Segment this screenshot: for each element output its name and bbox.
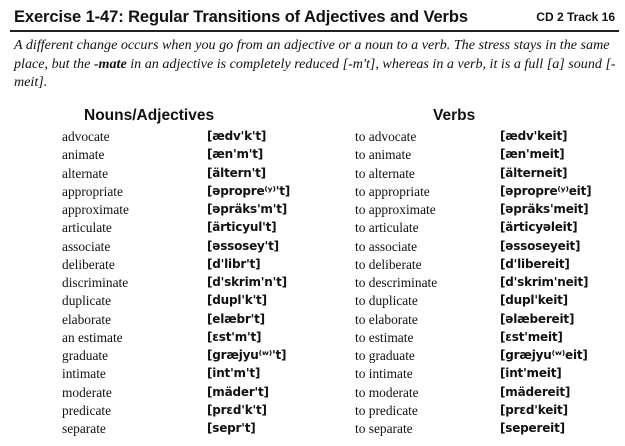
noun-pronunciation: [dupl'k't] (207, 293, 267, 308)
cd-track-label: CD 2 Track 16 (536, 10, 615, 24)
noun-word: articulate (62, 220, 112, 236)
verb-pronunciation: [əpräks'meit] (500, 202, 589, 216)
verb-pronunciation: [d'libereit] (500, 256, 570, 271)
intro-paragraph (14, 36, 618, 92)
verb-word: to approximate (355, 202, 436, 217)
verb-pronunciation: [int'meit] (500, 366, 562, 381)
noun-pronunciation: [əpropre⁽ʸ⁾'t] (207, 183, 291, 198)
intro-suffix: -mate (93, 55, 127, 72)
verb-pronunciation: [græjyu⁽ʷ⁾eit] (500, 348, 588, 362)
noun-word: associate (62, 238, 111, 254)
noun-word: intimate (62, 366, 106, 382)
noun-pronunciation: [æn'm't] (207, 147, 264, 162)
verb-word: to separate (355, 421, 413, 436)
header-divider (10, 30, 619, 32)
verb-pronunciation: [dupl'keit] (500, 293, 568, 308)
verb-pronunciation: [mädereit] (500, 384, 571, 399)
noun-word: advocate (62, 129, 110, 144)
noun-word: an estimate (62, 329, 123, 345)
verb-word: to descriminate (355, 275, 438, 290)
noun-word: animate (62, 147, 105, 163)
noun-word: appropriate (62, 183, 123, 199)
verb-pronunciation: [əpropre⁽ʸ⁾eit] (500, 183, 592, 198)
verb-pronunciation: [d'skrim'neit] (500, 275, 589, 289)
verb-pronunciation: [sepereit] (500, 421, 565, 435)
noun-pronunciation: [əpräks'm't] (207, 202, 288, 216)
verb-pronunciation: [ɛst'meit] (500, 329, 563, 344)
exercise-header (14, 6, 619, 28)
noun-pronunciation: [græjyu⁽ʷ⁾'t] (207, 348, 287, 362)
verb-word: to moderate (355, 384, 419, 400)
exercise-title: Exercise 1-47: Regular Transitions of Adjectives and Verbs (14, 8, 468, 26)
noun-word: graduate (62, 348, 109, 363)
noun-word: deliberate (62, 256, 115, 272)
verb-word: to advocate (355, 129, 417, 144)
noun-pronunciation: [sepr't] (207, 421, 256, 435)
verb-word: to alternate (355, 165, 415, 181)
verb-pronunciation: [æn'meit] (500, 147, 565, 162)
noun-word: approximate (62, 202, 129, 217)
intro-text-part2: in an adjective is completely reduced [-m't], whereas in a verb, it is a full [a] sound [-meit]. (14, 55, 616, 90)
verb-word: to duplicate (355, 293, 418, 309)
verb-pronunciation: [əlæbereit] (500, 311, 575, 326)
verb-word: to animate (355, 147, 412, 163)
noun-pronunciation: [ædv'k't] (207, 129, 267, 143)
noun-word: alternate (62, 165, 109, 181)
noun-pronunciation: [ɛst'm't] (207, 329, 262, 344)
noun-pronunciation: [elæbr't] (207, 311, 265, 326)
noun-pronunciation: [d'libr't] (207, 256, 261, 271)
noun-pronunciation: [d'skrim'n't] (207, 275, 287, 289)
verb-word: to estimate (355, 329, 414, 345)
verb-pronunciation: [əssoseyeit] (500, 238, 581, 253)
intro-text-part1: A different change occurs when you go from an adjective or a noun to a verb. The stress stays in the same place, but the (14, 37, 610, 72)
verb-word: to elaborate (355, 311, 418, 327)
noun-pronunciation: [əssosey't] (207, 238, 279, 253)
verb-word: to deliberate (355, 256, 422, 272)
verb-word: to graduate (355, 348, 415, 363)
noun-pronunciation: [mäder't] (207, 384, 269, 399)
noun-word: separate (62, 421, 106, 436)
verb-word: to predicate (355, 402, 418, 418)
noun-word: duplicate (62, 293, 112, 309)
noun-pronunciation: [ärticyul't] (207, 220, 277, 235)
noun-pronunciation: [int'm't] (207, 366, 261, 381)
noun-word: moderate (62, 384, 112, 400)
noun-word: elaborate (62, 311, 112, 327)
verb-word: to associate (355, 238, 418, 254)
noun-word: predicate (62, 402, 112, 418)
verb-word: to intimate (355, 366, 413, 382)
verb-pronunciation: [ärticyəleit] (500, 220, 578, 235)
verb-word: to articulate (355, 220, 419, 236)
verb-word: to appropriate (355, 183, 430, 199)
noun-pronunciation: [prɛd'k't] (207, 402, 267, 417)
nouns-adjectives-header: Nouns/Adjectives (84, 107, 215, 124)
noun-pronunciation: [ältern't] (207, 165, 266, 180)
noun-word: discriminate (62, 275, 129, 290)
verb-pronunciation: [ædv'keit] (500, 129, 568, 143)
verbs-header: Verbs (433, 107, 476, 124)
verb-pronunciation: [älterneit] (500, 165, 568, 180)
verb-pronunciation: [prɛd'keit] (500, 402, 568, 417)
